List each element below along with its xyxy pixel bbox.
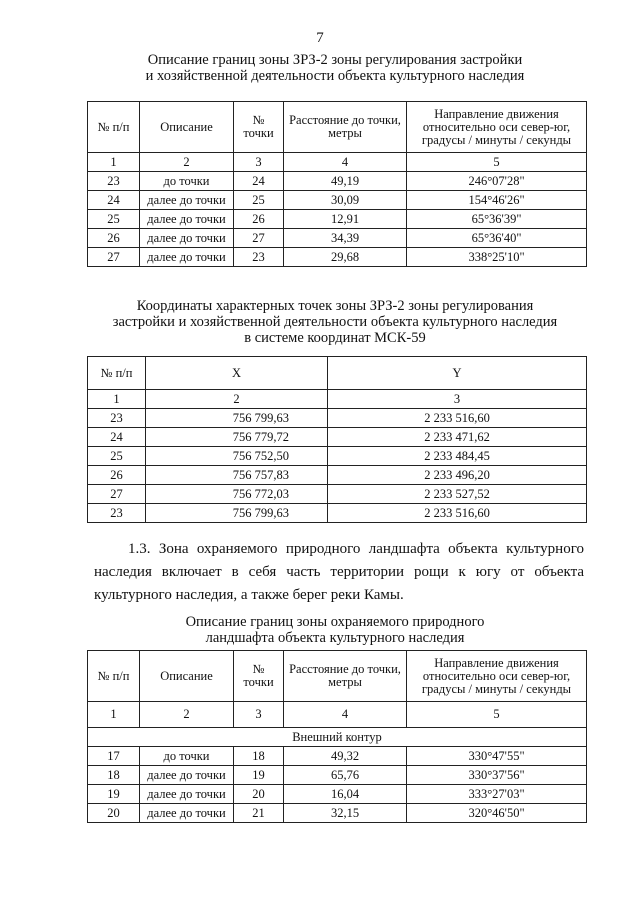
cell-num: 19 [88,785,140,804]
header-dist: Расстояние до точки, метры [284,651,407,702]
cell-dist: 29,68 [284,248,407,267]
cell-y: 2 233 527,52 [328,485,587,504]
cell-dir: 65°36'40" [407,229,587,248]
cell-num: 20 [88,804,140,823]
cell-dist: 49,19 [284,172,407,191]
table-row [88,172,587,191]
section1-title-line: и хозяйственной деятельности объекта культурного наследия [145,68,525,84]
cell-point: 26 [234,210,284,229]
cell-desc: далее до точки [140,766,234,785]
col-number: 5 [407,153,587,172]
cell-dir: 333°27'03" [407,785,587,804]
table-row [88,447,587,466]
cell-num: 18 [88,766,140,785]
column-number-row [88,390,587,409]
cell-dist: 16,04 [284,785,407,804]
col-number: 1 [88,390,146,409]
header-num: № п/п [88,102,140,153]
cell-dist: 65,76 [284,766,407,785]
table-row [88,210,587,229]
cell-x: 756 757,83 [146,466,328,485]
col-number: 3 [234,702,284,728]
table-row [88,804,587,823]
section3-title [60,614,610,646]
cell-desc: до точки [140,172,234,191]
cell-point: 18 [234,747,284,766]
cell-num: 27 [88,248,140,267]
header-dir: Направление движения относительно оси север-юг, градусы / минуты / секунды [407,651,587,702]
cell-y: 2 233 471,62 [328,428,587,447]
cell-dist: 34,39 [284,229,407,248]
coordinates-table-msk59 [87,356,587,523]
cell-y: 2 233 484,45 [328,447,587,466]
col-number: 1 [88,702,140,728]
cell-y: 2 233 516,60 [328,409,587,428]
col-number: 3 [328,390,587,409]
column-number-row [88,153,587,172]
header-y: Y [328,357,587,390]
cell-point: 25 [234,191,284,210]
table-header-row [88,651,587,702]
col-number: 2 [140,702,234,728]
section2-title-line: Координаты характерных точек зоны ЗРЗ-2 зоны регулирования [136,298,534,314]
col-number: 5 [407,702,587,728]
section1-title [60,52,610,84]
cell-desc: далее до точки [140,804,234,823]
cell-num: 17 [88,747,140,766]
cell-x: 756 752,50 [146,447,328,466]
header-desc: Описание [140,651,234,702]
cell-dist: 12,91 [284,210,407,229]
cell-desc: далее до точки [140,229,234,248]
cell-num: 23 [88,504,146,523]
cell-dir: 330°37'56" [407,766,587,785]
col-number: 2 [140,153,234,172]
header-dist: Расстояние до точки, метры [284,102,407,153]
cell-x: 756 779,72 [146,428,328,447]
col-number: 1 [88,153,140,172]
cell-point: 21 [234,804,284,823]
cell-desc: до точки [140,747,234,766]
header-point: № точки [234,102,284,153]
cell-point: 24 [234,172,284,191]
contour-label-row [88,728,587,747]
section2-title-line: застройки и хозяйственной деятельности объекта культурного наследия [112,314,558,330]
header-num: № п/п [88,651,140,702]
cell-dir: 320°46'50" [407,804,587,823]
cell-x: 756 772,03 [146,485,328,504]
cell-point: 27 [234,229,284,248]
table-row [88,428,587,447]
table-row [88,191,587,210]
cell-point: 20 [234,785,284,804]
cell-desc: далее до точки [140,210,234,229]
cell-dir: 330°47'55" [407,747,587,766]
cell-dist: 30,09 [284,191,407,210]
cell-dir: 246°07'28" [407,172,587,191]
cell-dir: 338°25'10" [407,248,587,267]
cell-dist: 49,32 [284,747,407,766]
table-row [88,785,587,804]
paragraph-line: наследия включает в себя часть территории рощи к югу от объекта [94,564,584,580]
table-row [88,485,587,504]
table-row [88,504,587,523]
cell-x: 756 799,63 [146,409,328,428]
table-row [88,747,587,766]
cell-y: 2 233 496,20 [328,466,587,485]
table-row [88,409,587,428]
cell-num: 24 [88,428,146,447]
header-point: № точки [234,651,284,702]
table-row [88,229,587,248]
cell-num: 25 [88,210,140,229]
header-num: № п/п [88,357,146,390]
cell-dir: 65°36'39" [407,210,587,229]
cell-num: 23 [88,409,146,428]
cell-num: 25 [88,447,146,466]
cell-num: 23 [88,172,140,191]
header-dir: Направление движения относительно оси север-юг, градусы / минуты / секунды [407,102,587,153]
col-number: 3 [234,153,284,172]
header-desc: Описание [140,102,234,153]
cell-dist: 32,15 [284,804,407,823]
cell-num: 26 [88,466,146,485]
section3-title-line: Описание границ зоны охраняемого природного [185,614,485,630]
cell-desc: далее до точки [140,191,234,210]
table-row [88,466,587,485]
cell-num: 24 [88,191,140,210]
col-number: 4 [284,702,407,728]
cell-desc: далее до точки [140,248,234,267]
paragraph-1-3 [94,538,584,607]
cell-point: 19 [234,766,284,785]
cell-desc: далее до точки [140,785,234,804]
table-header-row [88,357,587,390]
cell-point: 23 [234,248,284,267]
header-x: X [146,357,328,390]
table-row [88,248,587,267]
boundary-table-landscape [87,650,587,823]
cell-x: 756 799,63 [146,504,328,523]
cell-num: 27 [88,485,146,504]
section1-title-line: Описание границ зоны ЗРЗ-2 зоны регулирования застройки [147,52,523,68]
column-number-row [88,702,587,728]
paragraph-line: культурного наследия, а также берег реки Камы. [94,587,404,603]
cell-y: 2 233 516,60 [328,504,587,523]
table-header-row [88,102,587,153]
paragraph-line: 1.3. Зона охраняемого природного ландшафта объекта культурного [128,541,584,557]
page-number: 7 [316,30,324,46]
cell-num: 26 [88,229,140,248]
section2-title-line: в системе координат МСК-59 [244,330,426,346]
outer-contour-label: Внешний контур [88,728,587,747]
section2-title [60,298,610,346]
col-number: 2 [146,390,328,409]
col-number: 4 [284,153,407,172]
boundary-table-zrz2 [87,101,587,267]
section3-title-line: ландшафта объекта культурного наследия [205,630,465,646]
cell-dir: 154°46'26" [407,191,587,210]
table-row [88,766,587,785]
